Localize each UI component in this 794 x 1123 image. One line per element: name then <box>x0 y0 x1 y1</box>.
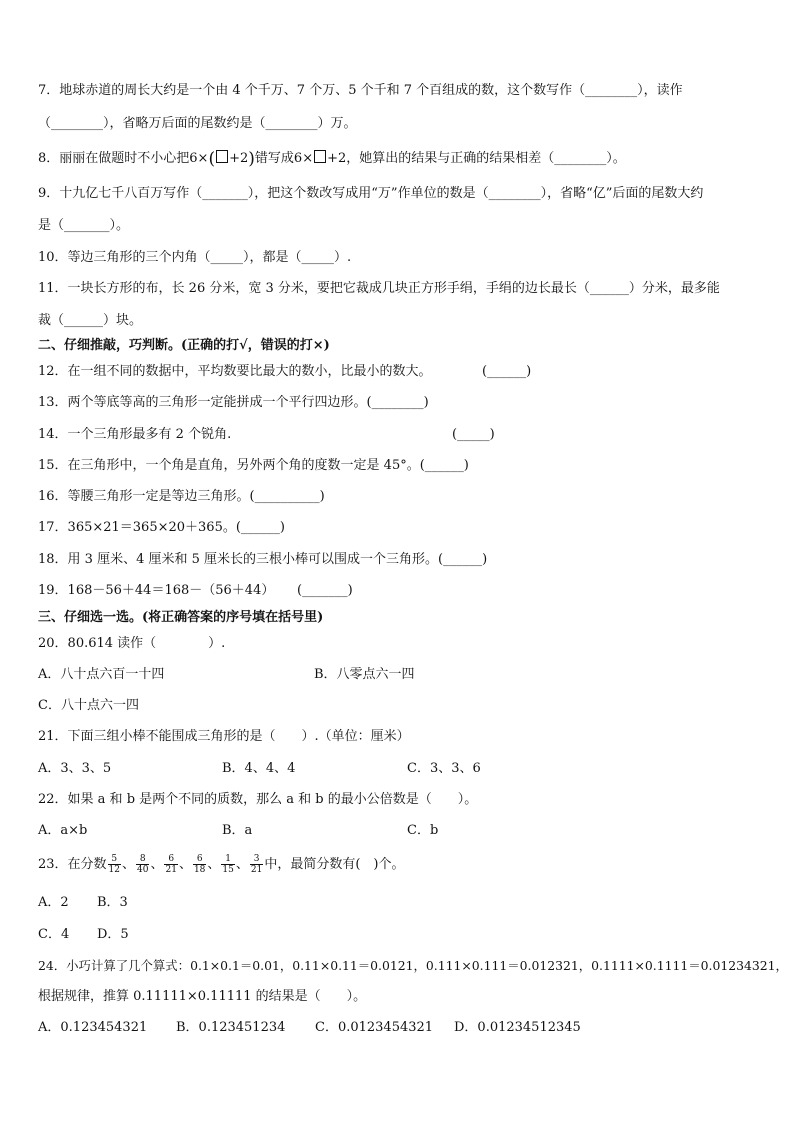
q20-option-b: B．八零点六一四 <box>314 667 415 682</box>
q19-blank: (_______) <box>297 583 353 598</box>
q24-option-a: A．0.123454321 <box>38 1020 148 1035</box>
q8-expr2-b: +2 <box>327 151 347 166</box>
q7-line2: （________），省略万后面的尾数约是（________）万。 <box>38 116 357 131</box>
q9-line1: 9．十九亿七千八百万写作（_______），把这个数改写成用“万”作单位的数是（________），省略“亿”后面的尾数大约 <box>38 186 704 201</box>
q22-stem: 22．如果 a 和 b 是两个不同的质数，那么 a 和 b 的最小公倍数是（ ）。 <box>38 792 478 807</box>
q8-pre: 8．丽丽在做题时不小心把 <box>38 151 190 166</box>
q8-expr2-a: 6× <box>293 151 314 166</box>
q14-text: 14．一个三角形最多有 2 个锐角. <box>38 427 232 442</box>
q21-stem: 21．下面三组小棒不能围成三角形的是（ ）.（单位：厘米） <box>38 729 410 744</box>
q23-option-c: C．4 <box>38 927 70 942</box>
fraction: $\frac{1}{15}$ <box>222 854 234 875</box>
q17: 17．365×21＝365×20＋365。(______) <box>38 520 285 535</box>
q8: 8．丽丽在做题时不小心把6×( +2)错写成6× +2，她算出的结果与正确的结果相差（________）。 <box>38 149 626 169</box>
q23-option-a: A．2 <box>38 895 69 910</box>
q22-option-b: B．a <box>222 823 253 838</box>
q23-option-b: B．3 <box>97 895 128 910</box>
q21-option-c: C．3、3、6 <box>407 761 481 776</box>
q23-stem: 23．在分数 $\frac{5}{12}$ 、 $\frac{8}{40}$ 、 $\frac{6}{21}$ 、 $\frac{6}{18}$ 、 $\frac{1}{15}$ 、 $\frac{3}{21}$ 中，最简分数有( )个。 <box>38 854 405 875</box>
q23-pre: 23．在分数 <box>38 857 107 872</box>
q19-text: 19．168－56＋44＝168－（56＋44） <box>38 583 275 598</box>
q24-option-b: B．0.123451234 <box>176 1020 286 1035</box>
q14-blank: (_____) <box>452 427 495 442</box>
section-2-heading: 二、仔细推敲，巧判断。(正确的打√，错误的打×) <box>38 338 330 353</box>
q15: 15．在三角形中，一个角是直角，另外两个角的度数一定是 45°。(______) <box>38 458 469 473</box>
q21-option-a: A．3、3、5 <box>38 761 112 776</box>
q23-post: 中，最简分数有( )个。 <box>264 857 405 872</box>
blank-box-icon <box>216 150 228 163</box>
fraction: $\frac{8}{40}$ <box>137 854 149 875</box>
q12 <box>38 364 764 380</box>
q7-line1: 7．地球赤道的周长大约是一个由 4 个千万、7 个万、5 个千和 7 个百组成的数，这个数写作（________），读作 <box>38 83 683 98</box>
fraction: $\frac{3}{21}$ <box>250 854 263 875</box>
blank-box-icon <box>314 150 326 163</box>
q21-option-b: B．4、4、4 <box>222 761 296 776</box>
q8-expr1-b: +2 <box>229 151 249 166</box>
q8-expr1-a: 6× <box>189 151 209 166</box>
q13: 13．两个等底等高的三角形一定能拼成一个平行四边形。(________) <box>38 395 429 410</box>
q12-text: 12．在一组不同的数据中，平均数要比最大的数小，比最小的数大。 <box>38 364 432 379</box>
q24-line2: 根据规律，推算 0.11111×0.11111 的结果是（ ）。 <box>38 989 367 1004</box>
q22-option-a: A．a×b <box>38 823 88 838</box>
q11-line1: 11．一块长方形的布，长 26 分米，宽 3 分米，要把它裁成几块正方形手绢，手绢的边长最长（______）分米，最多能 <box>38 281 720 296</box>
q20-option-c: C．八十点六一四 <box>38 698 139 713</box>
q20-option-a: A．八十点六百一十四 <box>38 667 165 682</box>
q20-stem: 20．80.614 读作（ ）. <box>38 636 226 651</box>
q12-blank: (______) <box>482 364 532 379</box>
q16: 16．等腰三角形一定是等边三角形。(__________) <box>38 489 325 504</box>
q10: 10．等边三角形的三个内角（_____），都是（_____）. <box>38 250 352 265</box>
q24-option-c: C．0.0123454321 <box>315 1020 434 1035</box>
q9-line2: 是（_______）。 <box>38 218 130 233</box>
section-3-heading: 三、仔细选一选。(将正确答案的序号填在括号里) <box>38 610 324 625</box>
fraction: $\frac{5}{12}$ <box>108 854 120 875</box>
q24-line1: 24．小巧计算了几个算式：0.1×0.1＝0.01，0.11×0.11＝0.0121，0.111×0.111＝0.012321，0.1111×0.1111＝0.01234321， <box>38 958 788 973</box>
fraction: $\frac{6}{21}$ <box>165 854 177 875</box>
q8-mid: 错写成 <box>254 151 294 166</box>
q11-line2: 裁（______）块。 <box>38 313 143 328</box>
q8-post: ，她算出的结果与正确的结果相差（________）。 <box>346 151 626 166</box>
fraction: $\frac{6}{18}$ <box>193 854 206 875</box>
q24-option-d: D．0.01234512345 <box>454 1020 581 1035</box>
q23-option-d: D．5 <box>97 927 129 942</box>
q18: 18．用 3 厘米、4 厘米和 5 厘米长的三根小棒可以围成一个三角形。(______) <box>38 552 488 567</box>
q22-option-c: C．b <box>407 823 439 838</box>
